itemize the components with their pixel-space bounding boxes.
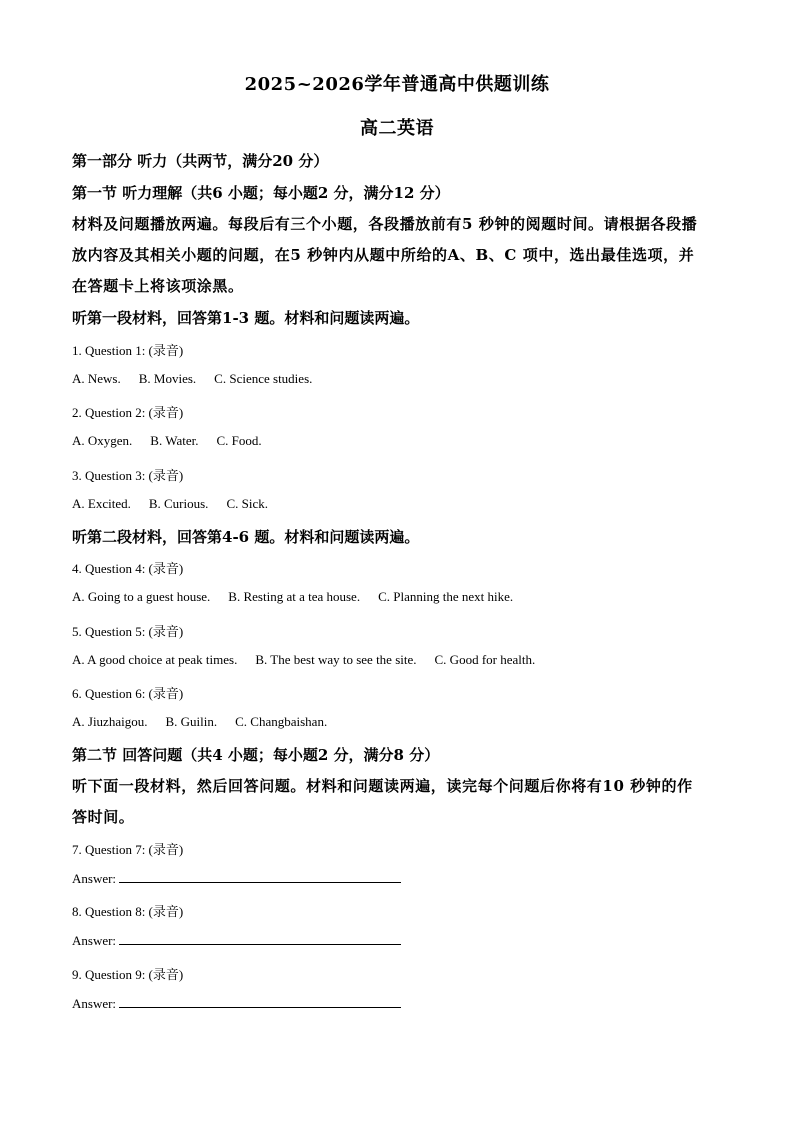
question-2-option-b: B. Water. (150, 433, 199, 448)
material2-heading: 听第二段材料，回答第4-6 题。材料和问题读两遍。 (72, 528, 420, 546)
question-5-options (72, 652, 535, 668)
question-9-answer (72, 995, 401, 1012)
exam-subtitle: 高二英语 (360, 118, 434, 139)
question-4-stem: 4. Question 4: (录音) (72, 561, 184, 576)
material1-heading: 听第一段材料，回答第1-3 题。材料和问题读两遍。 (72, 309, 420, 327)
answer-label: Answer: (72, 871, 117, 886)
part1-heading: 第一部分 听力（共两节，满分20 分） (72, 152, 329, 170)
answer-label: Answer: (72, 933, 117, 948)
question-2-options (72, 433, 262, 449)
question-1-option-b: B. Movies. (138, 371, 197, 386)
answer-label: Answer: (72, 996, 117, 1011)
question-5-option-b: B. The best way to see the site. (255, 652, 417, 667)
question-1-stem: 1. Question 1: (录音) (72, 343, 184, 358)
question-4-option-a: A. Going to a guest house. (72, 589, 211, 604)
question-8-answer-blank[interactable] (119, 932, 401, 945)
question-1-option-c: C. Science studies. (214, 371, 313, 386)
question-8-answer (72, 932, 401, 949)
question-6-option-b: B. Guilin. (165, 714, 218, 729)
question-2-option-a: A. Oxygen. (72, 433, 133, 448)
question-5-option-a: A. A good choice at peak times. (72, 652, 238, 667)
question-3-options (72, 496, 268, 512)
exam-title: 2025~2026学年普通高中供题训练 (244, 74, 550, 95)
question-3-option-b: B. Curious. (148, 496, 209, 511)
section2-heading: 第二节 回答问题（共4 小题；每小题2 分，满分8 分） (72, 746, 440, 764)
question-5-option-c: C. Good for health. (434, 652, 536, 667)
question-5-stem: 5. Question 5: (录音) (72, 624, 184, 639)
question-4-options (72, 589, 513, 605)
question-7-answer (72, 870, 401, 887)
section2-instruction-line-1: 听下面一段材料，然后回答问题。材料和问题读两遍，读完每个问题后你将有10 秒钟的作 (72, 777, 693, 795)
question-6-option-c: C. Changbaishan. (235, 714, 328, 729)
section2-instruction-line-2: 答时间。 (72, 808, 135, 826)
question-6-options (72, 714, 327, 730)
question-6-stem: 6. Question 6: (录音) (72, 686, 184, 701)
question-4-option-b: B. Resting at a tea house. (228, 589, 361, 604)
question-3-stem: 3. Question 3: (录音) (72, 468, 184, 483)
question-7-stem: 7. Question 7: (录音) (72, 842, 184, 857)
section1-instruction-line-3: 在答题卡上将该项涂黑。 (72, 277, 244, 295)
question-2-option-c: C. Food. (216, 433, 262, 448)
section1-instruction-line-2: 放内容及其相关小题的问题，在5 秒钟内从题中所给的A、B、C 项中，选出最佳选项，并 (72, 246, 695, 264)
section1-instruction-line-1: 材料及问题播放两遍。每段后有三个小题，各段播放前有5 秒钟的阅题时间。请根据各段播 (72, 215, 698, 233)
question-8-stem: 8. Question 8: (录音) (72, 904, 184, 919)
question-1-options (72, 371, 312, 387)
question-9-stem: 9. Question 9: (录音) (72, 967, 184, 982)
question-2-stem: 2. Question 2: (录音) (72, 405, 184, 420)
question-7-answer-blank[interactable] (119, 870, 401, 883)
question-4-option-c: C. Planning the next hike. (378, 589, 514, 604)
question-3-option-c: C. Sick. (226, 496, 268, 511)
question-6-option-a: A. Jiuzhaigou. (72, 714, 148, 729)
question-3-option-a: A. Excited. (72, 496, 131, 511)
section1-heading: 第一节 听力理解（共6 小题；每小题2 分，满分12 分） (72, 184, 450, 202)
question-9-answer-blank[interactable] (119, 995, 401, 1008)
question-1-option-a: A. News. (72, 371, 121, 386)
